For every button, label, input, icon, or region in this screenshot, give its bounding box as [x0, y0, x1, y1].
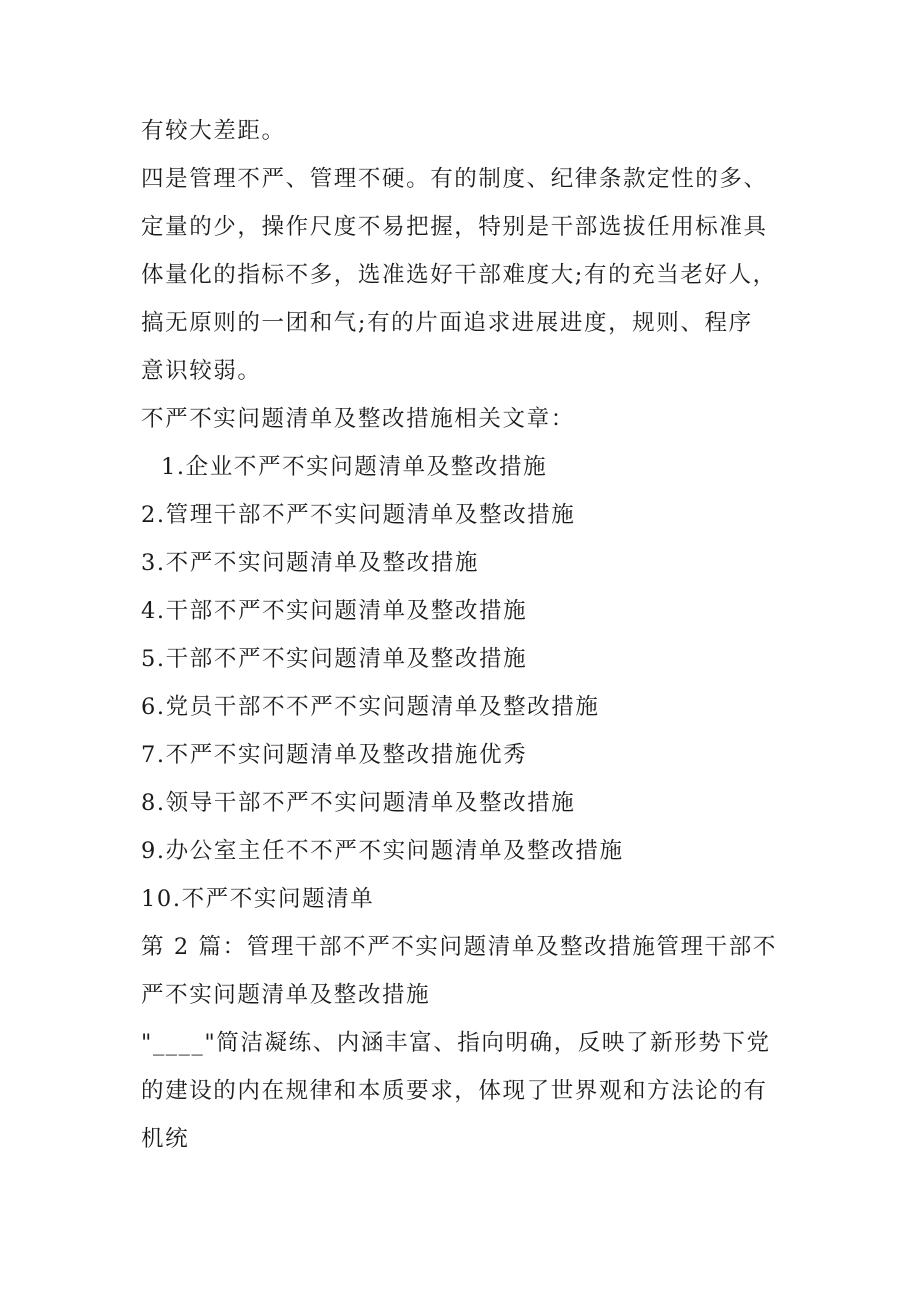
section-title-line: 第 2 篇：管理干部不严不实问题清单及整改措施管理干部不 — [141, 934, 777, 960]
paragraph-line: 有较大差距。 — [141, 118, 286, 144]
paragraph-line: 意识较弱。 — [141, 358, 262, 384]
related-article-item: 1.企业不严不实问题清单及整改措施 — [161, 454, 548, 480]
paragraph-line: 搞无原则的一团和气;有的片面追求进展进度，规则、程序 — [141, 310, 753, 336]
document-body — [141, 107, 801, 1163]
related-article-item: 6.党员干部不不严不实问题清单及整改措施 — [141, 694, 600, 720]
related-article-item: 9.办公室主任不不严不实问题清单及整改措施 — [141, 838, 624, 864]
related-article-item: 10.不严不实问题清单 — [141, 886, 375, 912]
paragraph-line: "____"简洁凝练、内涵丰富、指向明确，反映了新形势下党 — [141, 1030, 771, 1056]
related-article-item: 2.管理干部不严不实问题清单及整改措施 — [141, 502, 576, 528]
paragraph-line: 体量化的指标不多，选准选好干部难度大;有的充当老好人， — [141, 262, 777, 288]
paragraph-line: 的建设的内在规律和本质要求，体现了世界观和方法论的有 — [141, 1078, 768, 1104]
paragraph-line: 机统 — [141, 1126, 190, 1152]
related-article-item: 3.不严不实问题清单及整改措施 — [141, 550, 479, 576]
related-articles-heading: 不严不实问题清单及整改措施相关文章： — [141, 406, 575, 432]
paragraph-line: 四是管理不严、管理不硬。有的制度、纪律条款定性的多、 — [141, 166, 768, 192]
related-article-item: 7.不严不实问题清单及整改措施优秀 — [141, 742, 528, 768]
paragraph-line: 定量的少，操作尺度不易把握，特别是干部选拔任用标准具 — [141, 214, 768, 240]
related-article-item: 5.干部不严不实问题清单及整改措施 — [141, 646, 528, 672]
related-article-item: 8.领导干部不严不实问题清单及整改措施 — [141, 790, 576, 816]
related-article-item: 4.干部不严不实问题清单及整改措施 — [141, 598, 528, 624]
section-title-line: 严不实问题清单及整改措施 — [141, 982, 431, 1008]
